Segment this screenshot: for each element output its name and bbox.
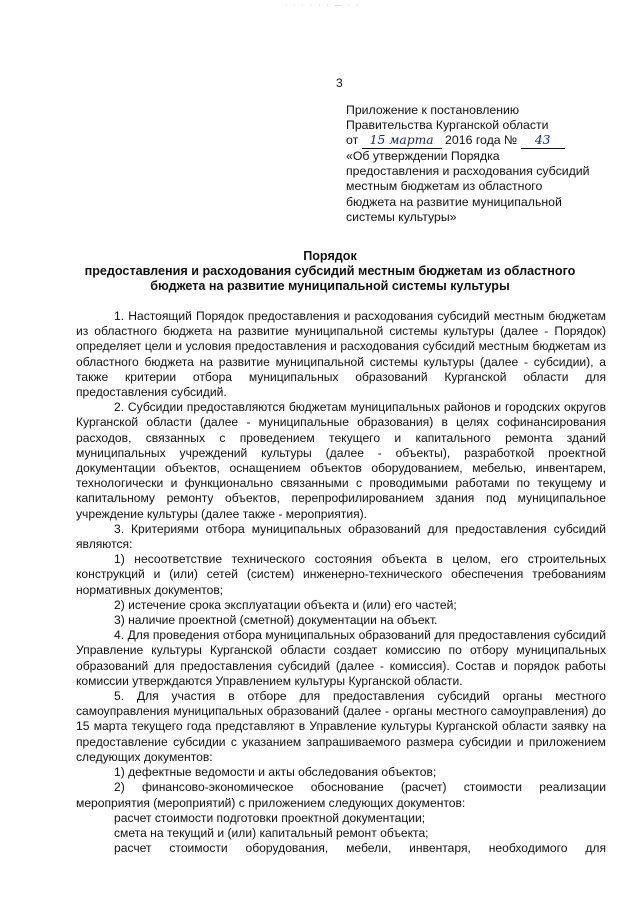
appendix-line-7: бюджета на развитие муниципальной xyxy=(346,194,562,209)
document-subitem-1: расчет стоимости подготовки проектной документации; xyxy=(114,810,426,825)
paragraph-3: 3. Критериями отбора муниципальных образований для предоставления субсидий являются: xyxy=(76,521,606,552)
appendix-line-8: системы культуры» xyxy=(346,209,457,224)
appendix-line-4: «Об утверждении Порядка xyxy=(346,149,500,164)
appendix-line-6: местным бюджетам из областного xyxy=(346,179,543,194)
appendix-line-1: Приложение к постановлению xyxy=(346,103,520,117)
paragraph-5: 5. Для участия в отборе для предоставления субсидий органы местного самоуправления муниципальных образований (далее - органы местного самоуправления) до 15 марта текущего года представляют в Управление культуры Курганской области заявку на предоставление субсидии с указанием запрашиваемого размера субсидии и приложением следующих документов: xyxy=(76,689,606,764)
paragraph-4: 4. Для проведения отбора муниципальных образований для предоставления субсидий Управление культуры Курганской области создает комиссию по отбору муниципальных образований для предоставления субсидий (далее - комиссия). Состав и порядок работы комиссии утверждаются Управлением культуры Курганской области. xyxy=(76,628,606,688)
page-number: 3 xyxy=(336,76,343,90)
criterion-2: 2) истечение срока эксплуатации объекта и (или) его частей; xyxy=(114,597,457,612)
appendix-line-2: Правительства Курганской области xyxy=(346,118,549,133)
paragraph-2: 2. Субсидии предоставляются бюджетам муниципальных районов и городских округов Курганской области (далее - муниципальные образования) в целях софинансирования расходов, связанных с проведением текущего и капитального ремонта зданий муниципальных учреждений культуры (далее - объекты), разработкой проектной документации объектов, оснащением объектов оборудованием, мебелью, инвентарем, технологически и функционально связанными с проводимыми работами по текущему и капитальному ремонту объектов, перепрофилированием здания под муниципальное учреждение культуры (далее также - мероприятия). xyxy=(76,400,606,521)
criterion-3: 3) наличие проектной (сметной) документации на объект. xyxy=(114,613,438,628)
handwritten-date: 15 марта xyxy=(362,133,442,149)
title-line-1: Порядок xyxy=(303,249,357,263)
scan-marks: · · · · · · — · · xyxy=(285,2,361,9)
document-body xyxy=(76,309,606,856)
document-item-2: 2) финансово-экономическое обоснование (расчет) стоимости реализации мероприятия (мероприятий) с приложением следующих документов: xyxy=(76,780,606,810)
criterion-1: 1) несоответствие технического состояния объекта в целом, его строительных конструкций и (или) сетей (систем) инженерно-технического обеспечения требованиям нормативных документов; xyxy=(76,552,606,597)
paragraph-1: 1. Настоящий Порядок предоставления и расходования субсидий местным бюджетам из областного бюджета на развитие муниципальной системы культуры (далее - Порядок) определяет цели и условия предоставления и расходования субсидий местным бюджетам из областного бюджета на развитие муниципальной системы культуры (далее - субсидии), а также критерии отбора муниципальных образований Курганской области для предоставления субсидий. xyxy=(76,309,606,400)
handwritten-number: 43 xyxy=(521,133,565,149)
document-item-1: 1) дефектные ведомости и акты обследования объектов; xyxy=(114,765,437,780)
title-line-2: предоставления и расходования субсидий местным бюджетам из областного xyxy=(84,264,576,279)
appendix-date-line xyxy=(346,133,626,149)
date-middle: 2016 года № xyxy=(445,133,518,148)
date-prefix: от xyxy=(346,133,359,148)
appendix-line-5: предоставления и расходования субсидий xyxy=(346,164,590,179)
document-title xyxy=(60,249,600,295)
appendix-header xyxy=(346,103,626,225)
document-subitem-3: расчет стоимости оборудования, мебели, инвентаря, необходимого для xyxy=(114,841,606,856)
title-line-3: бюджета на развитие муниципальной системы культуры xyxy=(150,279,510,294)
document-subitem-2: смета на текущий и (или) капитальный ремонт объекта; xyxy=(114,825,429,840)
